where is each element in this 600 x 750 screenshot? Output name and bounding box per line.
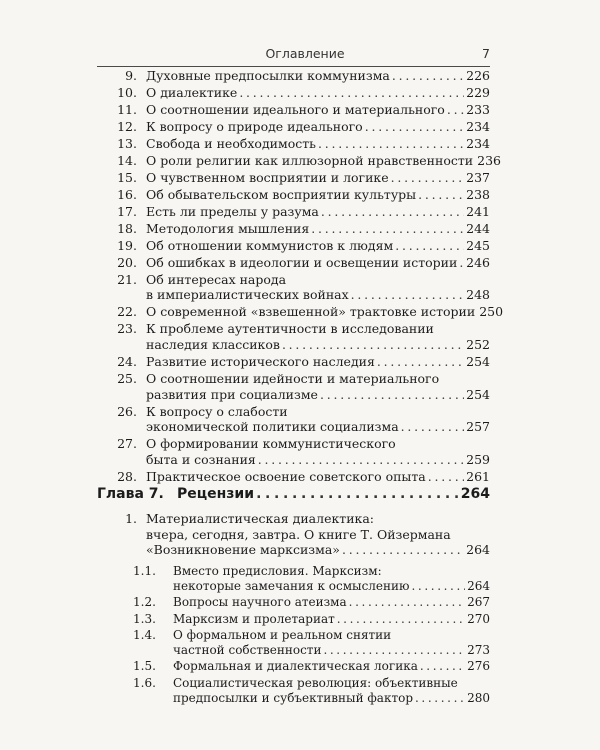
toc-entry[interactable] [97,404,490,435]
leader-dots [459,255,464,271]
entry-title: О соотношении идейности и материального [146,370,440,386]
entry-title: Вопросы научного атеизма [173,595,347,610]
entry-title: Об ошибках в идеологии и освещении истории [146,254,458,270]
entry-title: «Возникновение марксизма» [146,542,340,558]
leader-dots [337,612,465,627]
entry-title: некоторые замечания к осмыслению [173,578,410,593]
entry-title: Духовные предпосылки коммунизма [146,68,390,83]
entry-number: 17. [117,203,137,219]
entry-page: 238 [466,186,490,202]
leader-dots [392,68,464,84]
chapter-leader-dots [256,486,459,502]
subentry-list [97,564,490,706]
entry-title: О соотношении идеального и материального [146,101,445,117]
entry-page: 276 [467,659,490,674]
toc-entry[interactable] [97,136,490,152]
entry-number: 25. [117,370,137,386]
entry-page: 234 [466,135,490,151]
entry-number: 10. [117,84,137,100]
entry-page: 226 [466,68,490,83]
toc-entry[interactable] [97,204,490,220]
entry-title: О роли религии как иллюзорной нравственности [146,152,474,168]
entry-title: наследия классиков [146,336,280,352]
leader-dots [401,419,464,435]
entry-number: 15. [117,169,137,185]
leader-dots [320,387,464,403]
entry-page: 254 [466,353,490,369]
toc-entry[interactable] [97,676,490,706]
toc-entry[interactable] [97,187,490,203]
entry-title: Об интересах народа [146,271,287,287]
toc-entry[interactable] [97,304,504,320]
entry-title: К вопросу о слабости [146,403,288,419]
chapter-title: Рецензии [177,486,255,502]
entry-title: О современной «взвешенной» трактовке истории [146,304,476,320]
chapter-entry-list [97,511,490,558]
chapter-page: 264 [460,486,490,502]
entry-title: предпосылки и субъективный фактор [173,690,413,705]
leader-dots [351,287,464,303]
entry-number: 1.5. [133,659,156,674]
entry-title: Есть ли пределы у разума [146,203,319,219]
leader-dots [411,579,465,594]
entry-page: 245 [466,237,490,253]
entry-page: 252 [466,336,490,352]
toc-entry[interactable] [97,255,490,271]
toc-entry[interactable] [97,68,490,84]
entry-number: 13. [117,135,137,151]
leader-dots [342,542,464,558]
entry-page: 236 [477,152,501,168]
entry-number: 21. [117,271,137,287]
entry-title: Свобода и необходимость [146,135,316,151]
entry-number: 1.4. [133,627,156,642]
leader-dots [311,221,464,237]
entry-page: 237 [466,169,490,185]
toc-entry[interactable] [97,119,490,135]
leader-dots [318,136,464,152]
entry-number: 1. [125,511,137,526]
entry-page: 250 [479,304,504,320]
entry-title: вчера, сегодня, завтра. О книге Т. Ойзермана [146,526,451,542]
entry-number: 1.3. [133,611,156,626]
leader-dots [239,85,464,101]
entry-number: 26. [117,403,137,419]
entry-page: 246 [466,254,490,270]
leader-dots [282,337,464,353]
toc-entry[interactable] [97,85,490,101]
entry-title: Формальная и диалектическая логика [173,659,418,674]
toc-entry[interactable] [97,354,490,370]
entry-number: 18. [117,220,137,236]
entry-title: быта и сознания [146,451,256,467]
toc-entry[interactable] [97,595,490,610]
toc-entry[interactable] [97,238,490,254]
entry-title: Материалистическая диалектика: [146,511,375,526]
entry-title: Методология мышления [146,220,310,236]
chapter-heading[interactable] [97,486,490,502]
entry-page: 264 [467,578,490,593]
toc-entry[interactable] [97,221,490,237]
entry-number: 28. [117,468,137,484]
entry-title: Вместо предисловия. Марксизм: [173,563,382,578]
entry-title: Развитие исторического наследия [146,353,375,369]
entry-page: 261 [466,468,490,484]
chapter-section [97,511,490,707]
toc-list [97,68,504,486]
leader-dots [391,170,465,186]
header-title: Оглавление [265,46,345,61]
toc-entry[interactable] [97,469,490,485]
entry-number: 22. [117,304,137,320]
toc-entry[interactable] [97,371,490,402]
entry-page: 257 [466,419,490,435]
entry-page: 241 [466,203,490,219]
entry-title: частной собственности [173,642,322,657]
toc-entry[interactable] [97,612,490,627]
chapter-label: Глава 7. [97,486,164,502]
toc-entry[interactable] [97,152,501,169]
entry-page: 233 [466,101,490,117]
entry-title: Марксизм и пролетариат [173,611,335,626]
entry-title: Об отношении коммунистов к людям [146,237,394,253]
entry-page: 267 [467,595,490,610]
entry-page: 229 [466,84,490,100]
entry-page: 259 [466,451,490,467]
entry-title: Об обывательском восприятии культуры [146,186,417,202]
entry-page: 234 [466,118,490,134]
entry-page: 280 [467,690,490,705]
leader-dots [415,691,465,706]
leader-dots [447,102,464,118]
toc-entry[interactable] [97,102,490,118]
entry-title: О диалектике [146,84,238,100]
entry-number: 1.6. [133,675,156,690]
leader-dots [428,469,464,485]
entry-title: К вопросу о природе идеального [146,118,363,134]
entry-number: 27. [117,436,137,452]
toc-entry[interactable] [97,628,490,658]
header-rule [97,66,490,67]
leader-dots [349,595,465,610]
leader-dots [418,187,464,203]
entry-page: 270 [467,611,490,626]
toc-entry[interactable] [97,436,490,467]
entry-number: 19. [117,237,137,253]
entry-number: 12. [117,118,137,134]
entry-number: 1.2. [133,595,156,610]
running-header [120,46,490,62]
toc-entry[interactable] [97,321,490,352]
toc-entry[interactable] [97,564,490,594]
entry-number: 9. [125,68,137,83]
leader-dots [395,238,464,254]
entry-title: О формальном и реальном снятии [173,627,392,642]
leader-dots [377,354,464,370]
entry-number: 11. [117,101,137,117]
entry-number: 24. [117,353,137,369]
entry-title: развития при социализме [146,386,318,402]
leader-dots [321,204,464,220]
entry-page: 254 [466,386,490,402]
toc-entry[interactable] [97,659,490,674]
entry-title: Социалистическая революция: объективные [173,675,458,690]
entry-title: О чувственном восприятии и логике [146,169,389,185]
entry-number: 23. [117,321,137,337]
entry-title: в империалистических войнах [146,287,349,303]
leader-dots [323,643,465,658]
leader-dots [420,659,465,674]
entry-page: 264 [466,542,490,558]
entry-title: К проблеме аутентичности в исследовании [146,321,434,337]
entry-page: 248 [466,287,490,303]
entry-title: экономической политики социализма [146,419,399,435]
toc-entry[interactable] [97,170,490,186]
entry-number: 16. [117,186,137,202]
header-page-number: 7 [482,46,490,61]
entry-number: 14. [117,152,137,168]
leader-dots [365,119,464,135]
leader-dots [258,452,464,468]
entry-number: 1.1. [133,563,156,578]
toc-entry[interactable] [97,272,490,303]
entry-number: 20. [117,254,137,270]
entry-page: 273 [467,642,490,657]
entry-title: Практическое освоение советского опыта [146,468,426,484]
toc-entry[interactable] [97,511,490,558]
entry-page: 244 [466,220,490,236]
entry-title: О формировании коммунистического [146,436,396,452]
